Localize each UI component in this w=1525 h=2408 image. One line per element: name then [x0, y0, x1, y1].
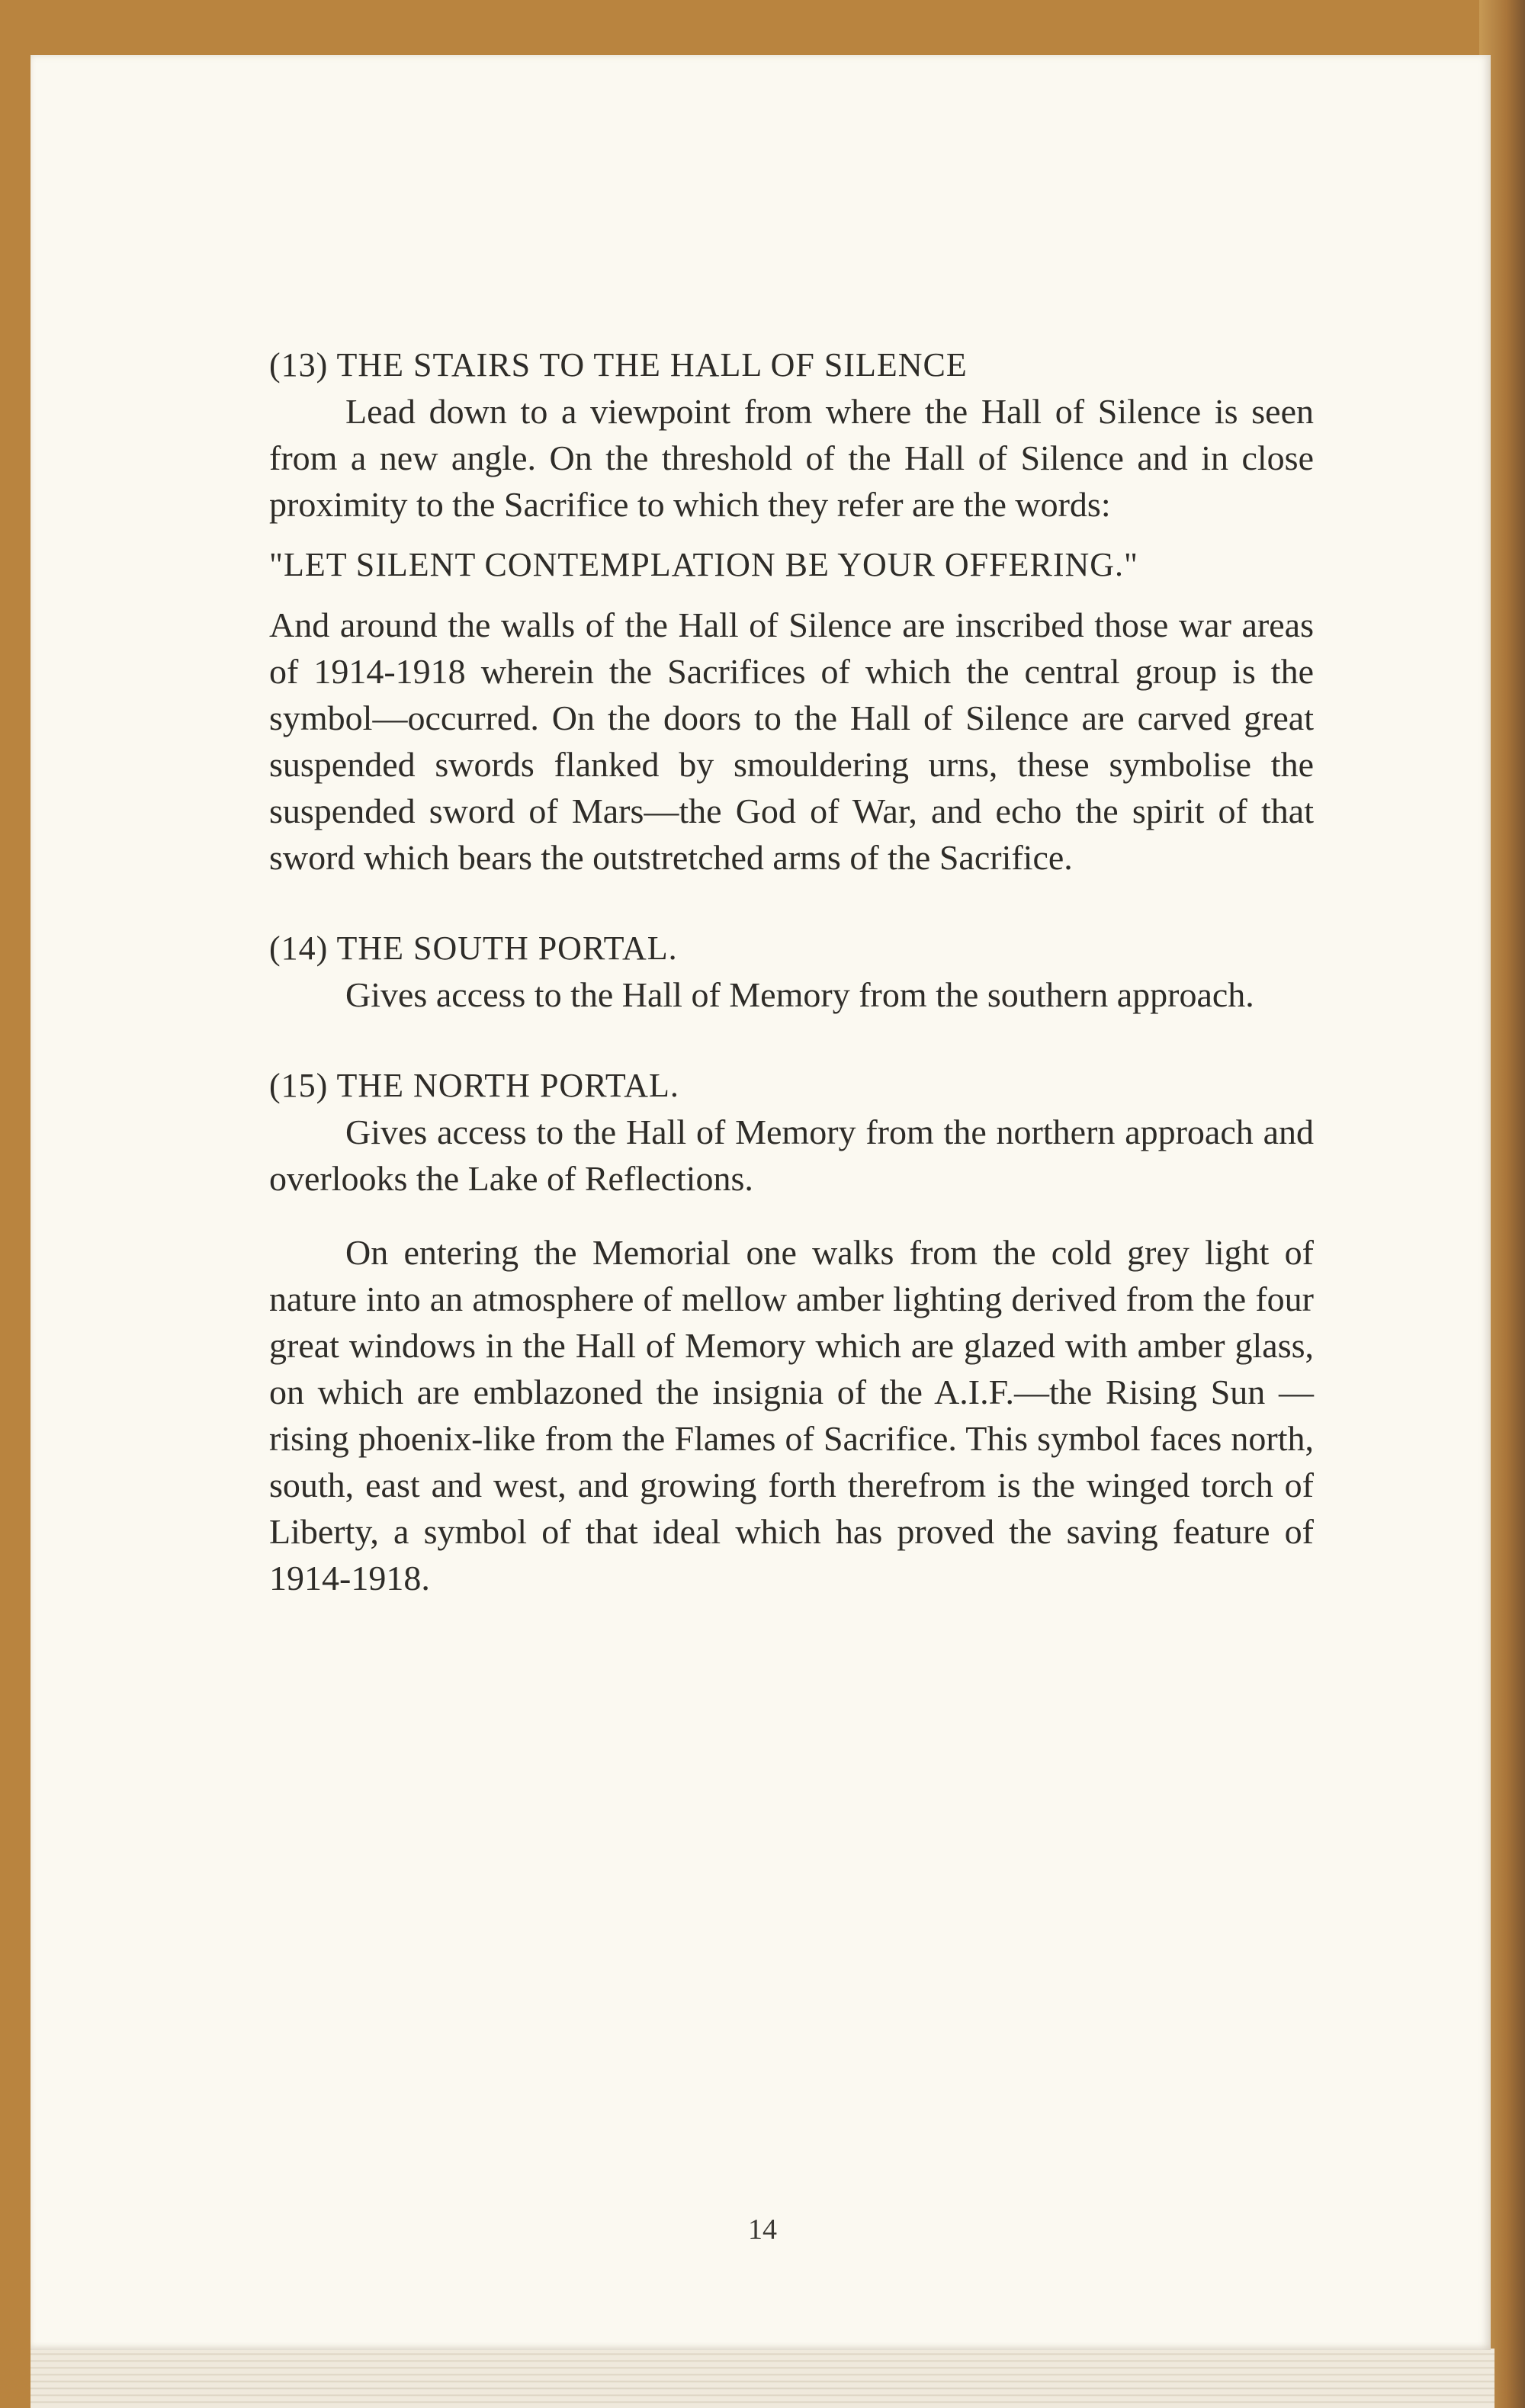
- section-13-paragraph: Lead down to a viewpoint from where the Hall of Silence is seen from a new angle. On the threshold of the Hall of Silence and in close proximity to the Sacrifice to which they refer are the words:: [269, 392, 1314, 524]
- section-15-heading: (15) THE NORTH PORTAL.: [269, 1067, 679, 1104]
- page-stack-edges: [30, 2349, 1494, 2408]
- page-text: [269, 342, 1314, 1601]
- section-13-inscription-quote: "LET SILENT CONTEMPLATION BE YOUR OFFERING.": [269, 546, 1139, 583]
- section-15-memorial-paragraph: On entering the Memorial one walks from the cold grey light of nature into an atmosphere of mellow amber lighting derived from the four great windows in the Hall of Memory which are glazed with amber glass, on which are emblazoned the insignia of the A.I.F.—the Rising Sun —rising phoenix-like from the Flames of Sacrifice. This symbol faces north, south, east and west, and growing forth therefrom is the winged torch of Liberty, a symbol of that ideal which has proved the saving feature of 1914-1918.: [269, 1233, 1314, 1597]
- section-14-paragraph: Gives access to the Hall of Memory from the southern approach.: [345, 975, 1254, 1014]
- section-13-continuation: And around the walls of the Hall of Silence are inscribed those war areas of 1914-1918 wherein the Sacrifices of which the central group is the symbol—occurred. On the doors to the Hall of Silence are carved great suspended swords flanked by smouldering urns, these symbolise the suspended sword of Mars—the God of War, and echo the spirit of that sword which bears the outstretched arms of the Sacrifice.: [269, 605, 1314, 877]
- section-14-heading: (14) THE SOUTH PORTAL.: [269, 929, 678, 967]
- page-number: 14: [748, 2214, 777, 2246]
- section-15-paragraph: Gives access to the Hall of Memory from the northern approach and overlooks the Lake of Reflections.: [269, 1112, 1314, 1198]
- section-13-heading: (13) THE STAIRS TO THE HALL OF SILENCE: [269, 346, 968, 384]
